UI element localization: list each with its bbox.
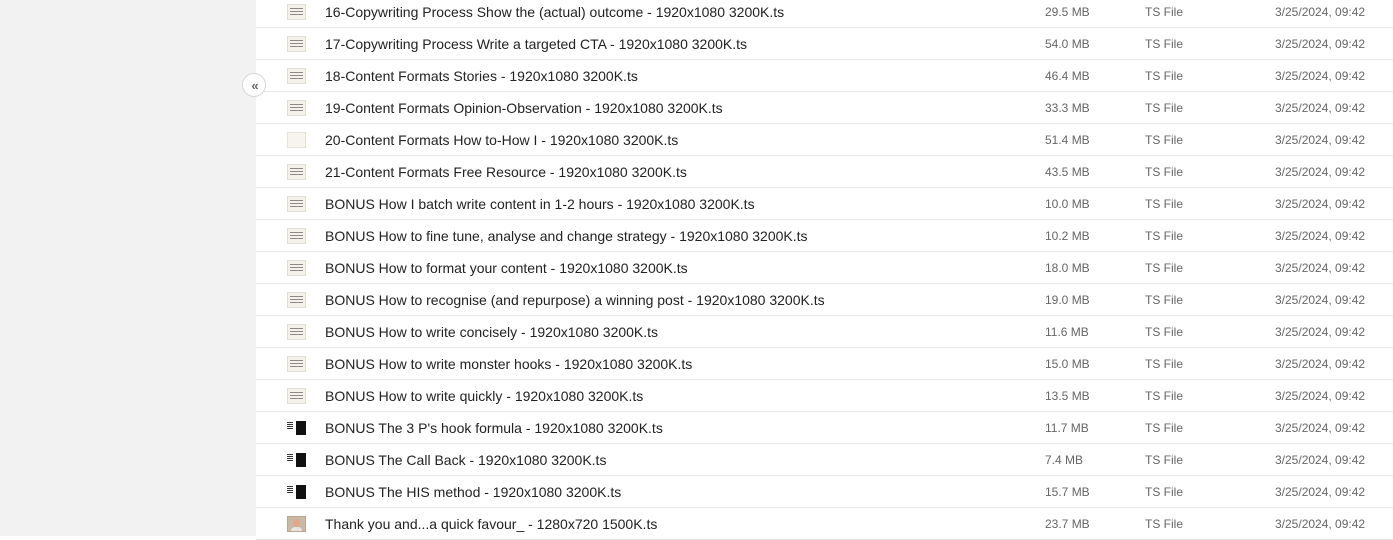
file-size: 11.7 MB	[1045, 421, 1089, 435]
file-date-modified: 3/25/2024, 09:42	[1275, 197, 1366, 211]
file-date-modified: 3/25/2024, 09:42	[1275, 133, 1366, 147]
file-size: 7.4 MB	[1045, 453, 1084, 467]
file-type: TS File	[1145, 165, 1184, 179]
file-row[interactable]	[256, 476, 1393, 508]
file-size: 46.4 MB	[1045, 69, 1090, 83]
file-size: 54.0 MB	[1045, 37, 1090, 51]
file-type: TS File	[1145, 133, 1184, 147]
file-name[interactable]: 19-Content Formats Opinion-Observation - 1920x1080 3200K.ts	[325, 100, 723, 116]
file-name[interactable]: BONUS The HIS method - 1920x1080 3200K.ts	[325, 484, 622, 500]
file-row[interactable]	[256, 252, 1393, 284]
file-size: 15.7 MB	[1045, 485, 1090, 499]
file-name[interactable]: 20-Content Formats How to-How I - 1920x1080 3200K.ts	[325, 132, 679, 148]
file-name[interactable]: BONUS How to write concisely - 1920x1080 3200K.ts	[325, 324, 659, 340]
file-date-modified: 3/25/2024, 09:42	[1275, 37, 1366, 51]
video-thumbnail-icon	[287, 68, 306, 84]
file-row[interactable]	[256, 412, 1393, 444]
video-thumbnail-icon	[287, 516, 306, 532]
video-thumbnail-icon	[287, 164, 306, 180]
double-chevron-left-icon: «	[251, 77, 257, 93]
file-name[interactable]: BONUS How to fine tune, analyse and change strategy - 1920x1080 3200K.ts	[325, 228, 808, 244]
file-size: 43.5 MB	[1045, 165, 1090, 179]
file-date-modified: 3/25/2024, 09:42	[1275, 293, 1366, 307]
file-date-modified: 3/25/2024, 09:42	[1275, 453, 1366, 467]
file-size: 33.3 MB	[1045, 101, 1090, 115]
file-size: 23.7 MB	[1045, 517, 1090, 531]
file-date-modified: 3/25/2024, 09:42	[1275, 389, 1366, 403]
file-type: TS File	[1145, 453, 1184, 467]
file-date-modified: 3/25/2024, 09:42	[1275, 69, 1366, 83]
file-size: 18.0 MB	[1045, 261, 1090, 275]
file-row[interactable]	[256, 444, 1393, 476]
file-type: TS File	[1145, 485, 1184, 499]
file-row[interactable]	[256, 348, 1393, 380]
file-row[interactable]	[256, 28, 1393, 60]
file-row[interactable]	[256, 156, 1393, 188]
video-thumbnail-icon	[287, 420, 306, 436]
file-row[interactable]	[256, 220, 1393, 252]
file-name[interactable]: BONUS The Call Back - 1920x1080 3200K.ts	[325, 452, 607, 468]
video-thumbnail-icon	[287, 4, 306, 20]
file-size: 10.2 MB	[1045, 229, 1090, 243]
file-type: TS File	[1145, 421, 1184, 435]
file-date-modified: 3/25/2024, 09:42	[1275, 357, 1366, 371]
file-row[interactable]	[256, 188, 1393, 220]
file-name[interactable]: 16-Copywriting Process Show the (actual) outcome - 1920x1080 3200K.ts	[325, 4, 785, 20]
file-type: TS File	[1145, 325, 1184, 339]
file-date-modified: 3/25/2024, 09:42	[1275, 101, 1366, 115]
file-row[interactable]	[256, 60, 1393, 92]
file-size: 29.5 MB	[1045, 5, 1090, 19]
file-type: TS File	[1145, 261, 1184, 275]
file-type: TS File	[1145, 389, 1184, 403]
file-row[interactable]	[256, 284, 1393, 316]
file-type: TS File	[1145, 293, 1184, 307]
file-row[interactable]	[256, 0, 1393, 28]
file-date-modified: 3/25/2024, 09:42	[1275, 325, 1366, 339]
video-thumbnail-icon	[287, 484, 306, 500]
collapse-sidebar-button[interactable]	[242, 73, 266, 97]
file-size: 15.0 MB	[1045, 357, 1090, 371]
file-list	[256, 0, 1393, 540]
video-thumbnail-icon	[287, 132, 306, 148]
file-row[interactable]	[256, 92, 1393, 124]
file-name[interactable]: BONUS How to format your content - 1920x1080 3200K.ts	[325, 260, 688, 276]
file-date-modified: 3/25/2024, 09:42	[1275, 5, 1366, 19]
file-size: 51.4 MB	[1045, 133, 1090, 147]
file-date-modified: 3/25/2024, 09:42	[1275, 421, 1366, 435]
file-type: TS File	[1145, 517, 1184, 531]
video-thumbnail-icon	[287, 196, 306, 212]
video-thumbnail-icon	[287, 356, 306, 372]
file-size: 13.5 MB	[1045, 389, 1090, 403]
file-name[interactable]: BONUS How to write quickly - 1920x1080 3200K.ts	[325, 388, 644, 404]
file-type: TS File	[1145, 357, 1184, 371]
file-date-modified: 3/25/2024, 09:42	[1275, 165, 1366, 179]
video-thumbnail-icon	[287, 292, 306, 308]
file-date-modified: 3/25/2024, 09:42	[1275, 261, 1366, 275]
file-name[interactable]: BONUS How to write monster hooks - 1920x1080 3200K.ts	[325, 356, 693, 372]
video-thumbnail-icon	[287, 228, 306, 244]
file-row[interactable]	[256, 316, 1393, 348]
file-date-modified: 3/25/2024, 09:42	[1275, 517, 1366, 531]
file-type: TS File	[1145, 37, 1184, 51]
file-type: TS File	[1145, 101, 1184, 115]
video-thumbnail-icon	[287, 324, 306, 340]
file-name[interactable]: BONUS How I batch write content in 1-2 hours - 1920x1080 3200K.ts	[325, 196, 755, 212]
file-date-modified: 3/25/2024, 09:42	[1275, 229, 1366, 243]
file-name[interactable]: 17-Copywriting Process Write a targeted CTA - 1920x1080 3200K.ts	[325, 36, 748, 52]
file-name[interactable]: Thank you and...a quick favour_ - 1280x720 1500K.ts	[325, 516, 658, 532]
video-thumbnail-icon	[287, 36, 306, 52]
file-name[interactable]: 18-Content Formats Stories - 1920x1080 3200K.ts	[325, 68, 638, 84]
file-row[interactable]	[256, 380, 1393, 412]
video-thumbnail-icon	[287, 260, 306, 276]
file-type: TS File	[1145, 229, 1184, 243]
file-date-modified: 3/25/2024, 09:42	[1275, 485, 1366, 499]
file-size: 10.0 MB	[1045, 197, 1090, 211]
file-row[interactable]	[256, 508, 1393, 540]
video-thumbnail-icon	[287, 452, 306, 468]
file-size: 11.6 MB	[1045, 325, 1089, 339]
file-name[interactable]: 21-Content Formats Free Resource - 1920x1080 3200K.ts	[325, 164, 687, 180]
video-thumbnail-icon	[287, 100, 306, 116]
file-row[interactable]	[256, 124, 1393, 156]
file-name[interactable]: BONUS How to recognise (and repurpose) a winning post - 1920x1080 3200K.ts	[325, 292, 825, 308]
file-size: 19.0 MB	[1045, 293, 1090, 307]
file-type: TS File	[1145, 197, 1184, 211]
video-thumbnail-icon	[287, 388, 306, 404]
file-type: TS File	[1145, 69, 1184, 83]
sidebar-panel	[0, 0, 256, 536]
file-name[interactable]: BONUS The 3 P's hook formula - 1920x1080 3200K.ts	[325, 420, 663, 436]
file-type: TS File	[1145, 5, 1184, 19]
